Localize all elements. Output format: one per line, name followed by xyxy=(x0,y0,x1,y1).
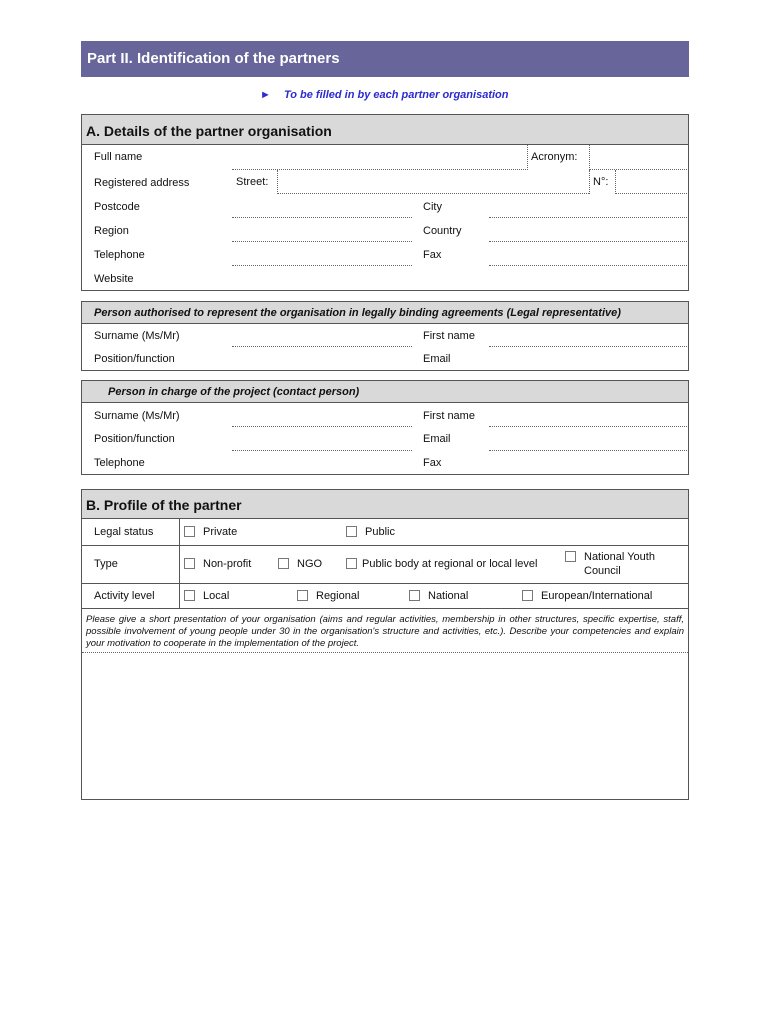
type-label: Type xyxy=(94,558,118,570)
public-body-label: Public body at regional or local level xyxy=(362,558,538,570)
national-youth-label: National Youth xyxy=(584,551,655,563)
legal-rep-surname-label: Surname (Ms/Mr) xyxy=(94,330,180,342)
contact-email-label: Email xyxy=(423,433,451,445)
city-field[interactable] xyxy=(489,217,687,218)
section-b-title: B. Profile of the partner xyxy=(86,497,242,513)
number-label: N°: xyxy=(593,176,609,188)
street-field[interactable] xyxy=(278,193,589,194)
presentation-text-area[interactable] xyxy=(82,653,688,799)
country-field[interactable] xyxy=(489,241,687,242)
divider xyxy=(589,145,590,170)
full-name-label: Full name xyxy=(94,151,143,163)
fax-field[interactable] xyxy=(489,265,687,266)
arrow-right-icon: ► xyxy=(260,89,271,101)
country-label: Country xyxy=(423,225,462,237)
instruction-line xyxy=(260,89,508,101)
divider xyxy=(82,545,688,546)
divider xyxy=(82,608,688,609)
national-youth-council-checkbox[interactable] xyxy=(565,551,576,562)
city-label: City xyxy=(423,201,442,213)
page-title: Part II. Identification of the partners xyxy=(81,41,689,77)
region-label: Region xyxy=(94,225,129,237)
regional-label: Regional xyxy=(316,590,360,602)
telephone-field[interactable] xyxy=(232,265,412,266)
non-profit-checkbox[interactable] xyxy=(184,558,195,569)
contact-first-name-label: First name xyxy=(423,410,475,422)
activity-level-label: Activity level xyxy=(94,590,155,602)
contact-position-label: Position/function xyxy=(94,433,175,445)
divider xyxy=(589,170,590,194)
number-field[interactable] xyxy=(616,193,687,194)
instruction-text: To be filled in by each partner organisation xyxy=(283,89,509,101)
contact-email-field[interactable] xyxy=(489,450,687,451)
fax-label: Fax xyxy=(423,249,442,261)
contact-title: Person in charge of the project (contact person) xyxy=(108,386,360,398)
european-international-checkbox[interactable] xyxy=(522,590,533,601)
non-profit-label: Non-profit xyxy=(203,558,252,570)
contact-first-name-field[interactable] xyxy=(489,426,687,427)
national-label: National xyxy=(428,590,469,602)
street-label: Street: xyxy=(236,176,269,188)
divider xyxy=(615,170,616,194)
legal-status-label: Legal status xyxy=(94,526,154,538)
presentation-instructions: Please give a short presentation of your organisation (aims and regular activities, membership in other structures, specific expertise, staff, possible involvement of young people under 30 in the organisation's structure and activities, etc.). Describe your competencies and explain your motivation to cooperate in the implementation of the project. xyxy=(86,614,684,649)
contact-fax-label: Fax xyxy=(423,457,442,469)
public-body-checkbox[interactable] xyxy=(346,558,357,569)
national-checkbox[interactable] xyxy=(409,590,420,601)
contact-telephone-label: Telephone xyxy=(94,457,145,469)
postcode-label: Postcode xyxy=(94,201,140,213)
acronym-field[interactable] xyxy=(590,169,687,170)
legal-rep-first-name-field[interactable] xyxy=(489,346,687,347)
public-label: Public xyxy=(365,526,395,538)
public-checkbox[interactable] xyxy=(346,526,357,537)
contact-surname-field[interactable] xyxy=(232,426,412,427)
divider xyxy=(277,170,278,194)
region-field[interactable] xyxy=(232,241,412,242)
website-label: Website xyxy=(94,273,134,285)
legal-rep-title: Person authorised to represent the organisation in legally binding agreements (Legal representative) xyxy=(94,307,621,319)
regional-checkbox[interactable] xyxy=(297,590,308,601)
divider xyxy=(82,583,688,584)
legal-rep-email-label: Email xyxy=(423,353,451,365)
divider xyxy=(527,145,528,170)
ngo-checkbox[interactable] xyxy=(278,558,289,569)
local-label: Local xyxy=(203,590,230,602)
european-international-label: European/International xyxy=(541,590,653,602)
private-label: Private xyxy=(203,526,238,538)
local-checkbox[interactable] xyxy=(184,590,195,601)
council-label: Council xyxy=(584,565,621,577)
registered-address-label: Registered address xyxy=(94,177,190,189)
legal-rep-surname-field[interactable] xyxy=(232,346,412,347)
ngo-label: NGO xyxy=(297,558,323,570)
legal-rep-first-name-label: First name xyxy=(423,330,475,342)
telephone-label: Telephone xyxy=(94,249,145,261)
contact-surname-label: Surname (Ms/Mr) xyxy=(94,410,180,422)
section-a-title: A. Details of the partner organisation xyxy=(86,123,332,139)
acronym-label: Acronym: xyxy=(531,151,578,163)
private-checkbox[interactable] xyxy=(184,526,195,537)
divider xyxy=(179,519,180,608)
contact-position-field[interactable] xyxy=(232,450,412,451)
postcode-field[interactable] xyxy=(232,217,412,218)
legal-rep-position-label: Position/function xyxy=(94,353,175,365)
